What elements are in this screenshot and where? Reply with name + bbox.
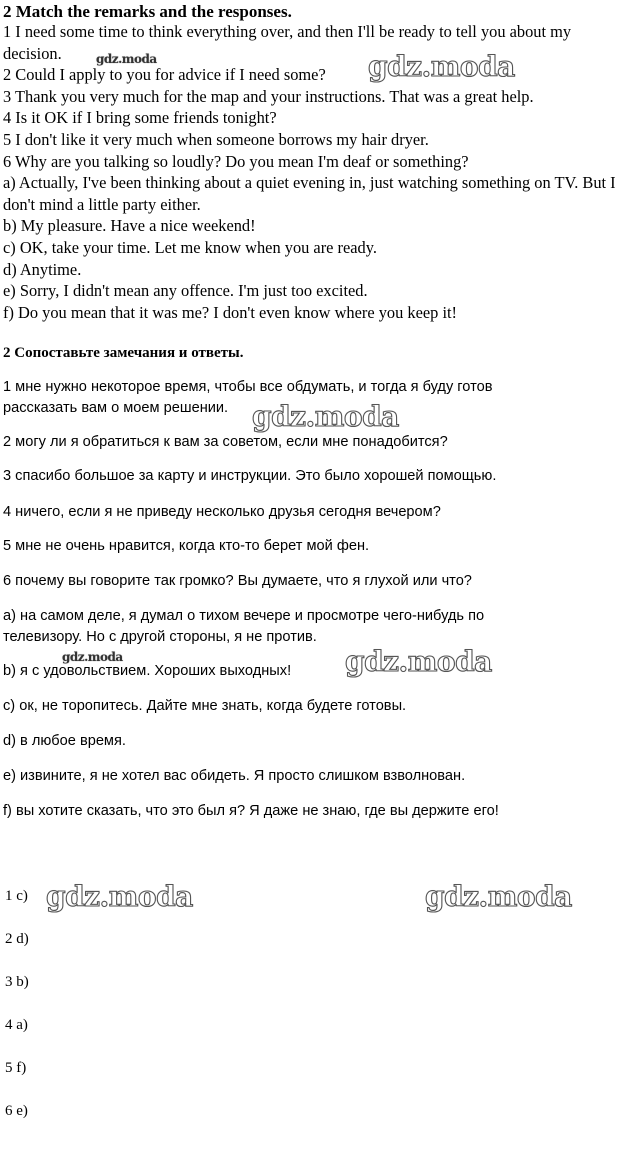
english-line: c) OK, take your time. Let me know when you are ready. [3,237,377,257]
english-heading: 2 Match the remarks and the responses. [3,2,292,21]
english-section [3,21,629,323]
english-line: a) Actually, I've been thinking about a quiet evening in, just watching something on TV. But I don't mind a little party either. [3,173,616,214]
english-line: b) My pleasure. Have a nice weekend! [3,216,256,236]
russian-line: 6 почему вы говорите так громко? Вы думаете, что я глухой или что? [3,573,472,589]
english-line: 6 Why are you talking so loudly? Do you mean I'm deaf or something? [3,151,469,171]
russian-line: a) на самом деле, я думал о тихом вечере и просмотре чего-нибудь по [3,608,485,624]
watermark: gdz.moda [425,880,572,913]
russian-line: 3 спасибо большое за карту и инструкции. Это было хорошей помощью. [3,468,497,484]
english-line: 1 I need some time to think everything over, and then I'll be ready to tell you about my decision. [3,22,572,63]
english-line: 4 Is it OK if I bring some friends tonight? [3,108,277,128]
russian-line: телевизору. Но с другой стороны, я не против. [3,629,317,645]
russian-line: 5 мне не очень нравится, когда кто-то берет мой фен. [3,538,370,554]
russian-line: d) в любое время. [3,733,126,749]
watermark: gdz.moda [62,650,123,664]
russian-line: рассказать вам о моем решении. [3,400,229,416]
answer-item: 4 a) [5,1017,28,1033]
russian-line: 2 могу ли я обратиться к вам за советом, если мне понадобится? [3,434,448,450]
answer-item: 1 c) [5,888,28,904]
watermark: gdz.moda [368,50,515,83]
watermark: gdz.moda [96,52,157,66]
english-line: f) Do you mean that it was me? I don't even know where you keep it! [3,302,458,322]
russian-line: b) я с удовольствием. Хороших выходных! [3,663,292,679]
russian-line: 1 мне нужно некоторое время, чтобы все обдумать, и тогда я буду готов [3,379,493,395]
russian-line: e) извините, я не хотел вас обидеть. Я просто слишком взволнован. [3,768,466,784]
english-line: 5 I don't like it very much when someone borrows my hair dryer. [3,129,429,149]
russian-line: f) вы хотите сказать, что это был я? Я даже не знаю, где вы держите его! [3,803,499,819]
answer-item: 3 b) [5,974,29,990]
watermark: gdz.moda [46,880,193,913]
english-line: 2 Could I apply to you for advice if I need some? [3,65,326,85]
english-line: e) Sorry, I didn't mean any offence. I'm just too excited. [3,281,368,301]
russian-line: 4 ничего, если я не приведу несколько друзья сегодня вечером? [3,504,441,520]
watermark: gdz.moda [345,645,492,678]
russian-line: c) ок, не торопитесь. Дайте мне знать, когда будете готовы. [3,698,407,714]
answer-item: 5 f) [5,1060,27,1076]
russian-heading: 2 Сопоставьте замечания и ответы. [3,345,244,361]
answer-item: 6 e) [5,1103,28,1119]
english-line: d) Anytime. [3,259,82,279]
english-line: 3 Thank you very much for the map and your instructions. That was a great help. [3,86,534,106]
answer-item: 2 d) [5,931,29,947]
watermark: gdz.moda [252,400,399,433]
